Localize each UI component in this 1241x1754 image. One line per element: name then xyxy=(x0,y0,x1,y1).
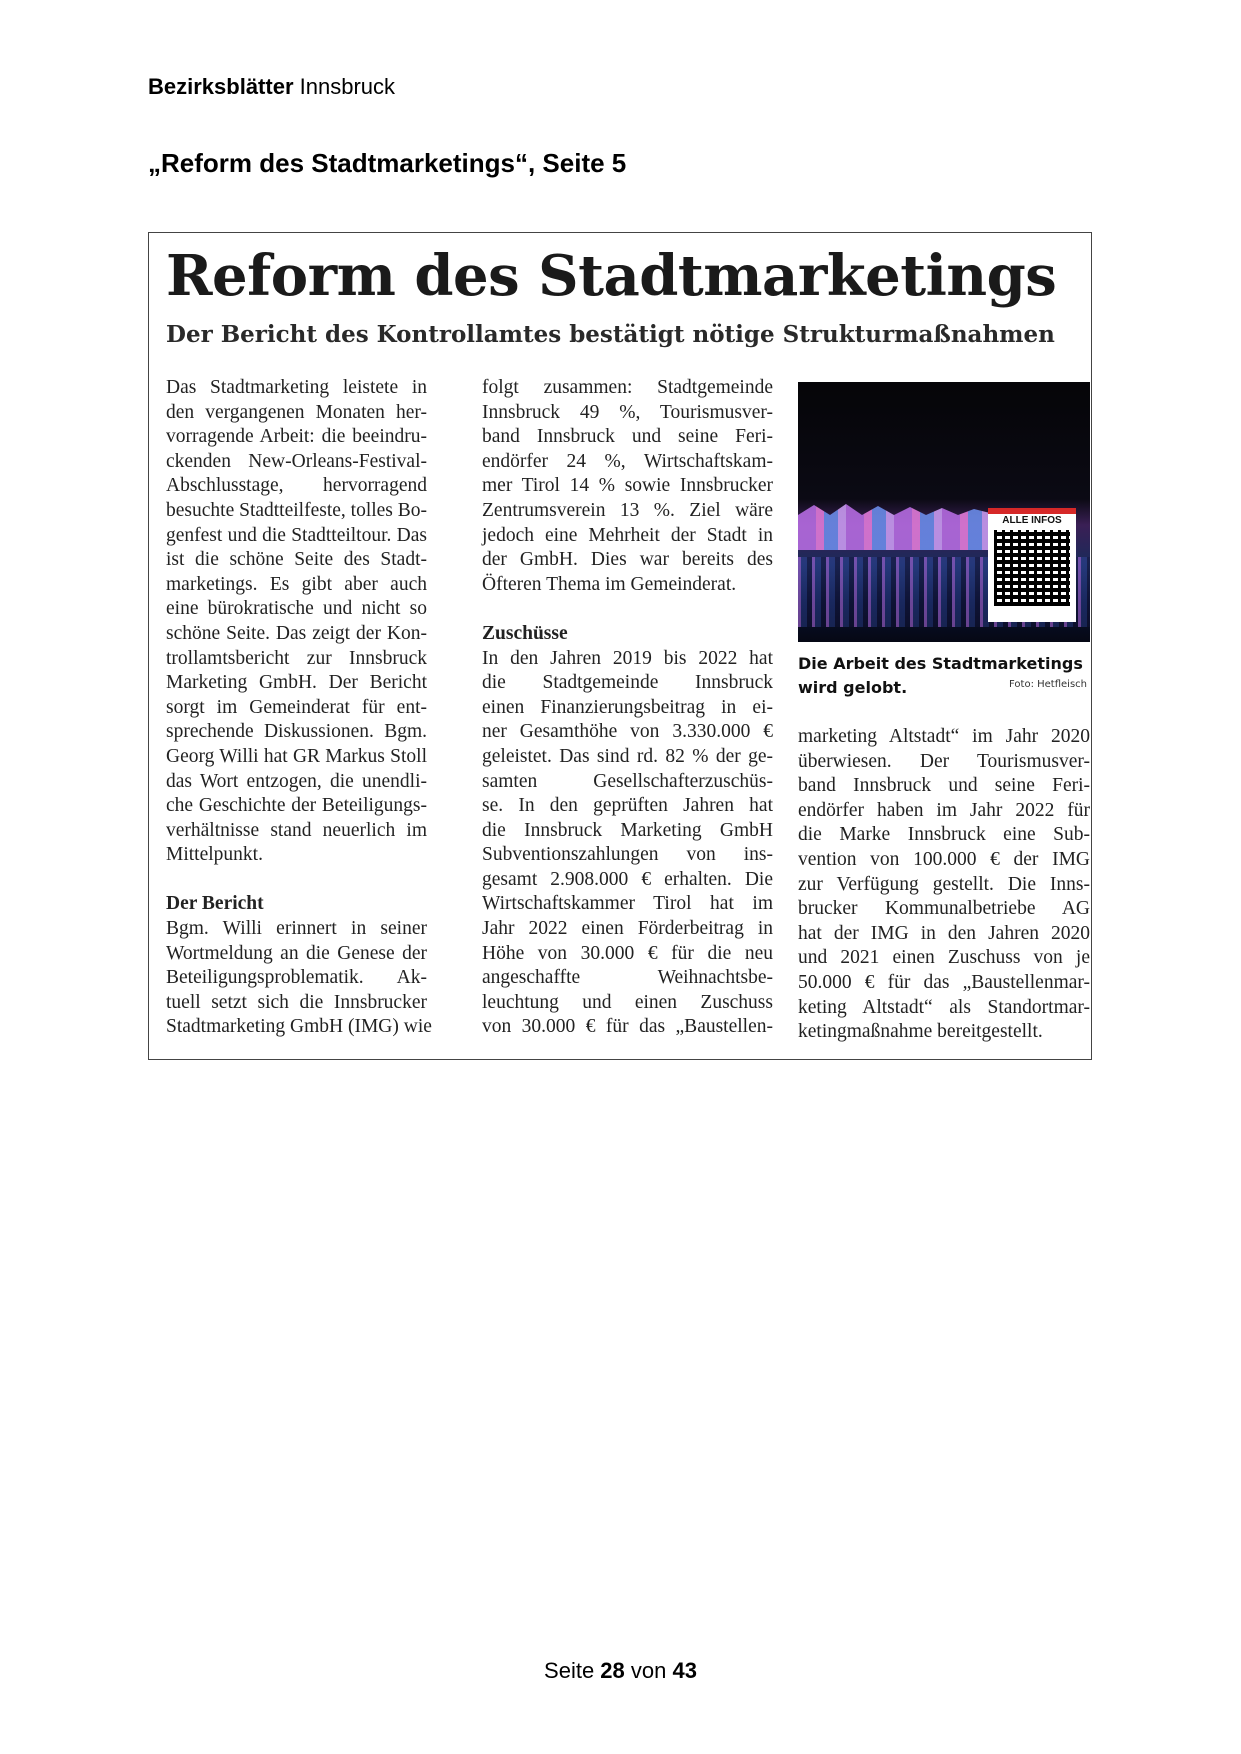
body-text-line: Marketing GmbH. Der Bericht xyxy=(166,672,427,694)
body-text-line: den vergangenen Monaten her- xyxy=(166,401,427,423)
article-column-1 xyxy=(166,376,432,1040)
article-column-2 xyxy=(482,376,773,1040)
publication-header xyxy=(148,74,395,100)
article-title: Reform des Stadtmarketings xyxy=(166,243,1057,309)
body-text-line: vention von 100.000 € der IMG xyxy=(798,848,1090,870)
current-page-number: 28 xyxy=(600,1658,625,1683)
article-clipping xyxy=(148,232,1092,1060)
body-text-line: ckenden New-Orleans-Festival- xyxy=(166,450,427,472)
body-text-line: und 2021 einen Zuschuss von je xyxy=(798,947,1090,969)
qr-code-badge[interactable] xyxy=(988,508,1076,622)
body-text-line: gesamt 2.908.000 € erhalten. Die xyxy=(482,868,773,890)
body-text-line: se. In den geprüften Jahren hat xyxy=(482,795,773,817)
photo-credit: Foto: Hetfleisch xyxy=(1009,679,1087,690)
body-text-line: Georg Willi hat GR Markus Stoll xyxy=(166,745,427,767)
body-text-line: trollamtsbericht zur Innsbruck xyxy=(166,647,427,669)
body-text-line: Innsbruck 49 %, Tourismusver- xyxy=(482,401,773,423)
body-text-line: die Marke Innsbruck eine Sub- xyxy=(798,824,1090,846)
body-text-line: sorgt im Gemeinderat für ent- xyxy=(166,696,427,718)
body-text-line: brucker Kommunalbetriebe AG xyxy=(798,898,1090,920)
body-text-line: hat der IMG in den Jahren 2020 xyxy=(798,922,1090,944)
body-text-line: Subventionszahlungen von ins- xyxy=(482,844,773,866)
body-text-line: besuchte Stadtteilfeste, tolles Bo- xyxy=(166,499,428,521)
body-text-line: jedoch eine Mehrheit der Stadt in xyxy=(482,524,773,546)
body-text-line: Mittelpunkt. xyxy=(166,844,263,866)
article-deck: Der Bericht des Kontrollamtes bestätigt nötige Strukturmaßnahmen xyxy=(166,321,1055,348)
body-text-line: ist die schöne Seite des Stadt- xyxy=(166,549,427,571)
photo-caption-line-1: Die Arbeit des Stadtmarketings xyxy=(798,654,1083,673)
paragraph-gap xyxy=(166,868,427,893)
body-text-line: angeschaffte Weihnachtsbe- xyxy=(482,967,773,989)
body-text-line: mer Tirol 14 % sowie Innsbrucker xyxy=(482,475,773,497)
section-heading: Zuschüsse xyxy=(482,622,568,644)
body-text-line: In den Jahren 2019 bis 2022 hat xyxy=(482,647,773,669)
qr-code-icon xyxy=(994,530,1070,606)
body-text-line: Beteiligungsproblematik. Ak- xyxy=(166,967,427,989)
body-text-line: sprechende Diskussionen. Bgm. xyxy=(166,721,427,743)
body-text-line: der GmbH. Dies war bereits des xyxy=(482,549,773,571)
clipping-subtitle: „Reform des Stadtmarketings“, Seite 5 xyxy=(148,148,627,178)
body-text-line: tuell setzt sich die Innsbrucker xyxy=(166,991,427,1013)
illuminated-houses-image xyxy=(798,500,998,550)
body-text-line: geleistet. Das sind rd. 82 % der ge- xyxy=(482,745,773,767)
body-text-line: samten Gesellschafterzuschüs- xyxy=(482,770,773,792)
body-text-line: Wirtschaftskammer Tirol hat im xyxy=(482,893,773,915)
page-footer xyxy=(0,1658,1241,1684)
photo-caption-line-2: wird gelobt. xyxy=(798,678,908,697)
body-text-line: band Innsbruck und seine Feri- xyxy=(482,426,773,448)
body-text-line: eine bürokratische und nicht so xyxy=(166,598,427,620)
body-text-line: 50.000 € für das „Baustellenmar- xyxy=(798,971,1090,993)
body-text-line: che Geschichte der Beteiligungs- xyxy=(166,795,427,817)
body-text-line: marketing Altstadt“ im Jahr 2020 xyxy=(798,726,1090,747)
body-text-line: genfest und die Stadtteiltour. Das xyxy=(166,524,427,546)
body-text-line: einen Finanzierungsbeitrag in ei- xyxy=(482,696,773,718)
body-text-line: die Innsbruck Marketing GmbH xyxy=(482,819,773,841)
body-text-line: band Innsbruck und seine Feri- xyxy=(798,775,1090,797)
body-text-line: endörfer haben im Jahr 2022 für xyxy=(798,799,1090,821)
body-text-line: Bgm. Willi erinnert in seiner xyxy=(166,918,427,940)
article-column-3 xyxy=(798,725,1090,1045)
body-text-line: Stadtmarketing GmbH (IMG) wie xyxy=(166,1016,432,1038)
body-text-line: Jahr 2022 einen Förderbeitrag in xyxy=(482,918,773,940)
body-text-line: ner Gesamthöhe von 3.330.000 € xyxy=(482,721,773,743)
body-text-line: vorragende Arbeit: die beeindru- xyxy=(166,426,427,448)
body-text-line: Das Stadtmarketing leistete in xyxy=(166,377,427,398)
body-text-line: von 30.000 € für das „Baustellen- xyxy=(482,1016,773,1038)
body-text-line: das Wort entzogen, die unendli- xyxy=(166,770,427,792)
article-photo xyxy=(798,382,1090,642)
body-text-line: keting Altstadt“ als Standortmar- xyxy=(798,996,1090,1018)
body-text-line: ketingmaßnahme bereitgestellt. xyxy=(798,1021,1043,1043)
body-text-line: Öfteren Thema im Gemeinderat. xyxy=(482,573,737,595)
qr-label: ALLE INFOS xyxy=(1002,515,1062,526)
footer-middle: von xyxy=(624,1658,673,1683)
section-heading: Der Bericht xyxy=(166,893,264,915)
body-text-line: überwiesen. Der Tourismusver- xyxy=(798,750,1090,772)
body-text-line: Zentrumsverein 13 %. Ziel wäre xyxy=(482,499,773,521)
body-text-line: Abschlusstage, hervorragend xyxy=(166,475,427,497)
body-text-line: zur Verfügung gestellt. Die Inns- xyxy=(798,873,1090,895)
total-pages: 43 xyxy=(672,1658,697,1683)
publication-name: Bezirksblätter xyxy=(148,74,294,99)
body-text-line: Wortmeldung an die Genese der xyxy=(166,942,427,964)
body-text-line: die Stadtgemeinde Innsbruck xyxy=(482,672,773,694)
footer-prefix: Seite xyxy=(544,1658,601,1683)
publication-region: Innsbruck xyxy=(293,74,396,99)
body-text-line: schöne Seite. Das zeigt der Kon- xyxy=(166,622,427,644)
body-text-line: leuchtung und einen Zuschuss xyxy=(482,991,773,1013)
paragraph-gap xyxy=(482,597,773,622)
body-text-line: verhältnisse stand neuerlich im xyxy=(166,819,427,841)
body-text-line: endörfer 24 %, Wirtschaftskam- xyxy=(482,450,773,472)
body-text-line: Höhe von 30.000 € für die neu xyxy=(482,942,773,964)
body-text-line: folgt zusammen: Stadtgemeinde xyxy=(482,377,773,398)
body-text-line: marketings. Es gibt aber auch xyxy=(166,573,427,595)
